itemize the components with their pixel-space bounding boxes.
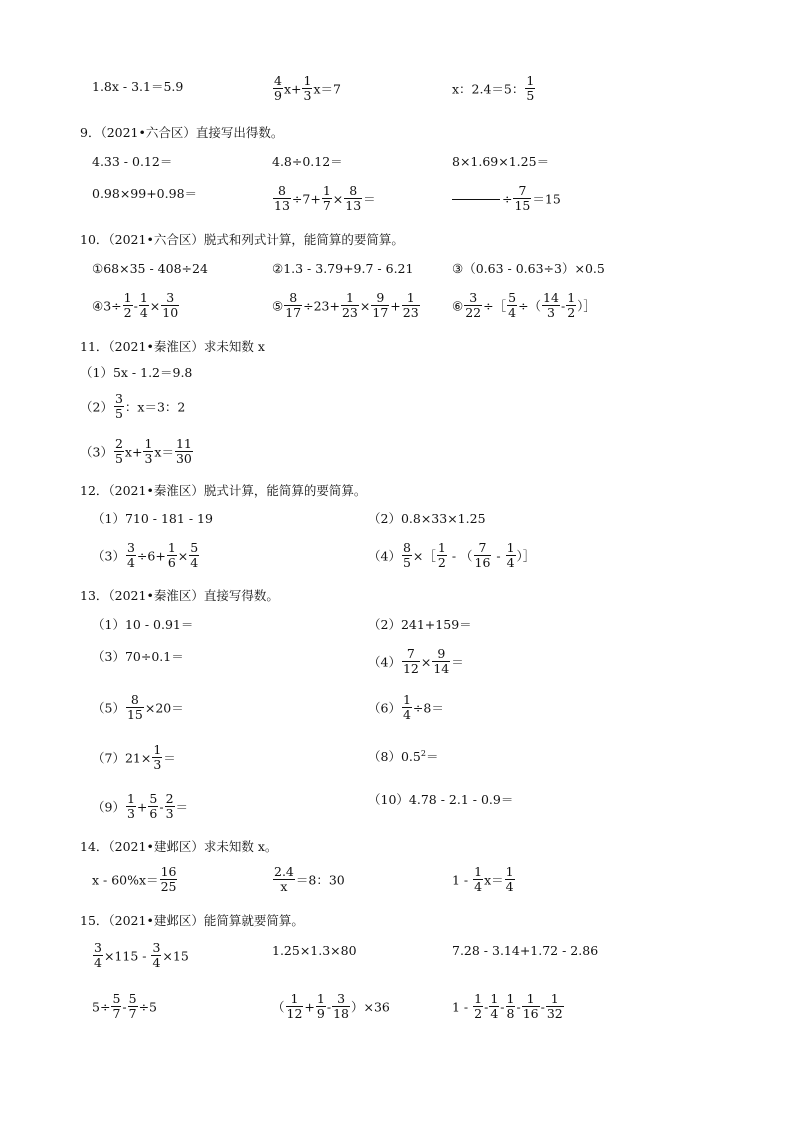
q10-item-6: ⑥ $\frac{3}{22}$ ÷［ $\frac{5}{4}$ ÷（ $\frac{14}{3}$ - $\frac{1}{2}$ ）］ [452,290,596,320]
fraction: $\frac{4}{9}$ [274,73,282,103]
q15-header: 15．（2021•建邺区）能简算就要简算。 [80,913,304,928]
q13-header: 13．（2021•秦淮区）直接写得数。 [80,588,279,603]
fraction: $\frac{1}{3}$ [303,73,312,103]
q13-item-1: （1）10 - 0.91＝ [92,617,194,632]
fraction: $\frac{3}{10}$ [162,290,179,320]
fraction: $\frac{1}{6}$ [167,540,176,570]
fraction: $\frac{7}{12}$ [402,646,419,676]
q15-item-5: （ $\frac{1}{12}$ + $\frac{1}{9}$ - $\frac{3}{18}$ ）×36 [272,991,390,1021]
q8-item-1: 1.8x - 3.1＝5.9 [92,79,184,94]
fraction: $\frac{1}{4}$ [474,864,483,894]
fraction: $\frac{3}{18}$ [333,991,349,1021]
fraction: $\frac{1}{8}$ [506,991,515,1021]
fraction: $\frac{5}{4}$ [190,540,199,570]
fraction: $\frac{5}{7}$ [112,991,121,1021]
fraction: $\frac{1}{4}$ [402,692,411,722]
fraction: $\frac{1}{3}$ [126,791,135,821]
fraction: $\frac{1}{4}$ [506,540,515,570]
q9-item-3: 8×1.69×1.25＝ [452,154,550,169]
fraction: $\frac{1}{3}$ [144,436,153,466]
q9-item-6: ÷ $\frac{7}{15}$ ＝15 [452,185,561,214]
fraction: $\frac{1}{2}$ [474,991,483,1021]
fraction: $\frac{8}{13}$ [274,183,290,213]
q15-item-1: $\frac{3}{4}$ ×115 - $\frac{3}{4}$ ×15 [94,940,189,970]
q15-item-2: 1.25×1.3×80 [272,943,357,958]
q11-item-3: （3） $\frac{2}{5}$ x+ $\frac{1}{3}$ x＝ $\frac{11}{30}$ [80,436,192,466]
fraction: $\frac{16}{25}$ [160,864,177,894]
fraction: $\frac{1}{4}$ [139,290,148,320]
q14-header: 14．（2021•建邺区）求未知数 x。 [80,839,278,854]
q11-item-1: （1）5x - 1.2＝9.8 [80,365,193,380]
q15-item-6: 1 - $\frac{1}{2}$ - $\frac{1}{4}$ - $\frac{1}{8}$ - $\frac{1}{16}$ - $\frac{1}{32}$ [452,991,563,1021]
q13-item-10: （10）4.78 - 2.1 - 0.9＝ [368,792,514,807]
q15-item-3: 7.28 - 3.14+1.72 - 2.86 [452,943,599,958]
q9-item-4: 0.98×99+0.98＝ [92,186,198,201]
fraction: $\frac{3}{4}$ [126,540,135,570]
q9-item-5: $\frac{8}{13}$ ÷7+ $\frac{1}{7}$ × $\frac{8}{13}$ ＝ [274,183,376,213]
fraction: $\frac{1}{7}$ [322,183,331,213]
q13-item-6: （6） $\frac{1}{4}$ ÷8＝ [368,692,444,722]
q10-item-4: ④3÷ $\frac{1}{2}$ - $\frac{1}{4}$ × $\frac{3}{10}$ [92,290,179,320]
fraction: $\frac{9}{17}$ [372,290,389,320]
fraction: $\frac{3}{22}$ [465,290,482,320]
q12-item-4: （4） $\frac{8}{5}$ ×［ $\frac{1}{2}$ - （ $\frac{7}{16}$ - $\frac{1}{4}$ ）］ [368,540,536,570]
q10-item-5: ⑤ $\frac{8}{17}$ ÷23+ $\frac{1}{23}$ × $\frac{9}{17}$ + $\frac{1}{23}$ [272,290,419,320]
q9-header: 9．（2021•六合区）直接写出得数。 [80,125,284,140]
fraction: $\frac{8}{13}$ [345,183,362,213]
fraction: $\frac{2}{3}$ [165,791,174,821]
fraction: $\frac{9}{14}$ [433,646,450,676]
fraction: $\frac{8}{5}$ [402,540,411,570]
q14-item-3: 1 - $\frac{1}{4}$ x＝ $\frac{1}{4}$ [452,864,514,894]
fraction: $\frac{1}{12}$ [286,991,303,1021]
q13-item-3: （3）70÷0.1＝ [92,649,184,664]
fraction: $\frac{1}{23}$ [341,290,358,320]
fraction: $\frac{2}{5}$ [114,436,123,466]
fraction: $\frac{5}{7}$ [128,991,137,1021]
q11-item-2: （2） $\frac{3}{5}$ ：x＝3：2 [80,391,186,421]
fraction: $\frac{3}{4}$ [94,940,102,970]
fraction: $\frac{1}{16}$ [522,991,539,1021]
fraction: $\frac{8}{15}$ [126,692,143,722]
q13-item-8: $(8)0.5^2=$ [368,749,439,765]
q13-item-2: （2）241+159＝ [368,617,472,632]
exponent: 2 [420,749,426,758]
q11-header: 11．（2021•秦淮区）求未知数 x [80,339,265,354]
q12-item-3: （3） $\frac{3}{4}$ ÷6+ $\frac{1}{6}$ × $\frac{5}{4}$ [92,540,199,570]
fraction: $\frac{1}{23}$ [402,290,419,320]
q10-header: 10．（2021•六合区）脱式和列式计算，能简算的要简算。 [80,232,404,247]
q12-header: 12．（2021•秦淮区）脱式计算，能简算的要简算。 [80,483,367,498]
q8-item-2: $\frac{4}{9}$ x+ $\frac{1}{3}$ x＝7 [274,73,341,103]
q12-item-2: （2）0.8×33×1.25 [368,511,486,526]
q10-item-3: ③（0.63 - 0.63÷3）×0.5 [452,261,605,276]
fraction: $\frac{1}{4}$ [505,864,514,894]
q9-item-2: 4.8÷0.12＝ [272,154,343,169]
fraction: $\frac{1}{5}$ [526,73,535,103]
q14-item-1: x - 60%x＝ $\frac{16}{25}$ [92,864,177,894]
fraction: $\frac{1}{2}$ [567,290,576,320]
fraction: $\frac{2.4}{x}$ [274,864,294,894]
q15-item-4: 5÷ $\frac{5}{7}$ - $\frac{5}{7}$ ÷5 [92,991,158,1021]
q13-item-4: （4） $\frac{7}{12}$ × $\frac{9}{14}$ ＝ [368,646,464,676]
q9-item-1: 4.33 - 0.12＝ [92,154,173,169]
fraction: $\frac{8}{17}$ [285,290,302,320]
fraction: $\frac{7}{16}$ [474,540,491,570]
fraction: $\frac{14}{3}$ [543,290,559,320]
fraction: $\frac{1}{32}$ [546,991,563,1021]
q10-item-2: ②1.3 - 3.79+9.7 - 6.21 [272,261,414,276]
answer-blank[interactable] [452,199,500,200]
fraction: $\frac{1}{2}$ [123,290,132,320]
fraction: $\frac{11}{30}$ [175,436,192,466]
fraction: $\frac{5}{4}$ [508,290,517,320]
q13-item-5: （5） $\frac{8}{15}$ ×20＝ [92,692,184,722]
q10-item-1: ①68×35 - 408÷24 [92,261,208,276]
fraction: $\frac{3}{4}$ [152,940,161,970]
fraction: $\frac{1}{9}$ [316,991,325,1021]
q13-item-9: （9） $\frac{1}{3}$ + $\frac{5}{6}$ - $\frac{2}{3}$ ＝ [92,791,189,821]
q14-item-2: $\frac{2.4}{x}$ ＝8：30 [274,864,345,894]
fraction: $\frac{1}{3}$ [153,742,162,772]
fraction: $\frac{7}{15}$ [514,183,531,213]
fraction: $\frac{1}{2}$ [437,540,446,570]
fraction: $\frac{5}{6}$ [149,791,158,821]
q13-item-7: （7）21× $\frac{1}{3}$ ＝ [92,742,176,772]
q8-item-3: x：2.4＝5： $\frac{1}{5}$ [452,73,535,103]
fraction: $\frac{3}{5}$ [114,391,123,421]
q12-item-1: （1）710 - 181 - 19 [92,511,213,526]
fraction: $\frac{1}{4}$ [490,991,499,1021]
